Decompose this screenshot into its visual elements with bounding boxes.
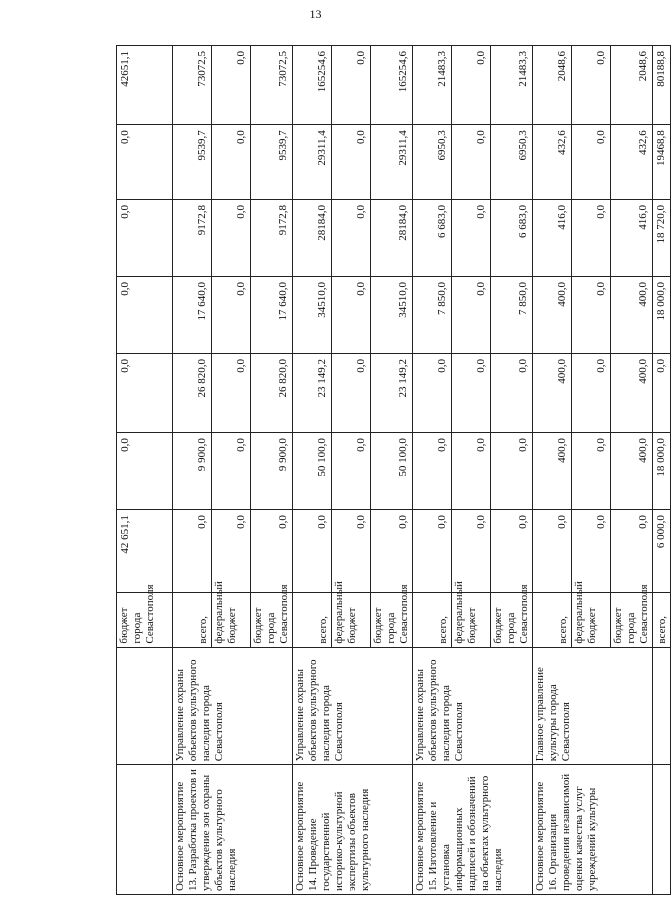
value-cell: 23 149,2 — [293, 353, 332, 432]
table-row — [653, 46, 671, 895]
value-cell: 0,0 — [572, 125, 611, 200]
value-cell: 42651,1 — [117, 46, 173, 125]
value-cell: 0,0 — [452, 353, 491, 432]
table-row — [173, 46, 212, 895]
funding-source-cell: бюджет города Севастополя — [251, 592, 293, 647]
measure-title-cell: Основное мероприятие 13. Разработка проектов и утверждение зон охраны объектов культурного наследия — [173, 765, 293, 895]
value-cell: 400,0 — [533, 277, 572, 354]
executor-cell: Управление охраны объектов культурного наследия города Севастополя — [413, 647, 533, 765]
value-cell: 0,0 — [611, 510, 653, 592]
value-cell: 0,0 — [572, 277, 611, 354]
value-cell: 0,0 — [117, 277, 173, 354]
value-cell: 21483,3 — [491, 46, 533, 125]
value-cell: 0,0 — [117, 200, 173, 277]
value-cell: 0,0 — [212, 277, 251, 354]
table-row — [293, 46, 332, 895]
funding-source-cell: федеральный бюджет — [452, 592, 491, 647]
value-cell: 28184,0 — [371, 200, 413, 277]
value-cell: 165254,6 — [293, 46, 332, 125]
value-cell: 17 640,0 — [251, 277, 293, 354]
budget-table — [116, 45, 671, 895]
funding-source-cell: федеральный бюджет — [212, 592, 251, 647]
funding-source-cell: всего, — [533, 592, 572, 647]
value-cell: 50 100,0 — [293, 433, 332, 510]
value-cell: 9539,7 — [173, 125, 212, 200]
measure-title-cell: Основное мероприятие 14. Проведение государственной историко-культурной экспертизы объектов культурного наследия — [293, 765, 413, 895]
value-cell: 0,0 — [452, 200, 491, 277]
funding-source-cell: федеральный бюджет — [332, 592, 371, 647]
value-cell: 0,0 — [452, 46, 491, 125]
value-cell: 0,0 — [212, 353, 251, 432]
value-cell: 73072,5 — [173, 46, 212, 125]
value-cell: 23 149,2 — [371, 353, 413, 432]
funding-source-cell: всего, — [173, 592, 212, 647]
value-cell: 0,0 — [117, 125, 173, 200]
value-cell: 18 000,0 — [653, 433, 671, 510]
value-cell: 0,0 — [212, 125, 251, 200]
value-cell: 0,0 — [332, 510, 371, 592]
value-cell: 73072,5 — [251, 46, 293, 125]
value-cell: 0,0 — [251, 510, 293, 592]
value-cell: 6950,3 — [491, 125, 533, 200]
value-cell: 0,0 — [491, 433, 533, 510]
value-cell: 26 820,0 — [251, 353, 293, 432]
value-cell: 7 850,0 — [491, 277, 533, 354]
executor-cell: Управление охраны объектов культурного наследия города Севастополя — [173, 647, 293, 765]
value-cell: 0,0 — [293, 510, 332, 592]
value-cell: 0,0 — [413, 433, 452, 510]
funding-source-cell: федеральный бюджет — [572, 592, 611, 647]
table-row — [533, 46, 572, 895]
value-cell: 0,0 — [491, 510, 533, 592]
funding-source-cell: бюджет города Севастополя — [491, 592, 533, 647]
value-cell: 0,0 — [413, 353, 452, 432]
value-cell: 400,0 — [611, 353, 653, 432]
executor-cell: Главное управление культуры города Севастополя — [533, 647, 653, 765]
value-cell: 2048,6 — [533, 46, 572, 125]
value-cell: 42 651,1 — [117, 510, 173, 592]
measure-cell — [117, 765, 173, 895]
value-cell: 34510,0 — [371, 277, 413, 354]
value-cell: 9539,7 — [251, 125, 293, 200]
value-cell: 9 900,0 — [251, 433, 293, 510]
value-cell: 0,0 — [413, 510, 452, 592]
value-cell: 0,0 — [452, 277, 491, 354]
value-cell: 0,0 — [212, 433, 251, 510]
value-cell: 0,0 — [332, 125, 371, 200]
value-cell: 0,0 — [491, 353, 533, 432]
executor-cell: Управление охраны объектов культурного наследия города Севастополя — [293, 647, 413, 765]
value-cell: 0,0 — [572, 510, 611, 592]
value-cell: 400,0 — [533, 353, 572, 432]
funding-source-cell: бюджет города Севастополя — [117, 592, 173, 647]
value-cell: 9172,8 — [251, 200, 293, 277]
measure-cell — [653, 765, 671, 895]
value-cell: 432,6 — [611, 125, 653, 200]
value-cell: 0,0 — [332, 433, 371, 510]
value-cell: 6 683,0 — [413, 200, 452, 277]
rotated-table-container — [116, 45, 668, 895]
value-cell: 400,0 — [611, 277, 653, 354]
value-cell: 80188,8 — [653, 46, 671, 125]
value-cell: 6 000,0 — [653, 510, 671, 592]
value-cell: 0,0 — [452, 510, 491, 592]
funding-source-cell: всего, — [413, 592, 452, 647]
executor-cell — [117, 647, 173, 765]
value-cell: 18 000,0 — [653, 277, 671, 354]
funding-source-cell: всего, — [293, 592, 332, 647]
value-cell: 0,0 — [173, 510, 212, 592]
value-cell: 0,0 — [332, 353, 371, 432]
funding-source-cell: всего, — [653, 592, 671, 647]
funding-source-cell: бюджет города Севастополя — [371, 592, 413, 647]
value-cell: 34510,0 — [293, 277, 332, 354]
value-cell: 21483,3 — [413, 46, 452, 125]
value-cell: 19468,8 — [653, 125, 671, 200]
value-cell: 9 900,0 — [173, 433, 212, 510]
value-cell: 26 820,0 — [173, 353, 212, 432]
value-cell: 0,0 — [332, 46, 371, 125]
value-cell: 0,0 — [117, 433, 173, 510]
value-cell: 29311,4 — [371, 125, 413, 200]
value-cell: 400,0 — [533, 433, 572, 510]
value-cell: 400,0 — [611, 433, 653, 510]
value-cell: 0,0 — [572, 200, 611, 277]
value-cell: 416,0 — [611, 200, 653, 277]
value-cell: 0,0 — [212, 510, 251, 592]
table-row — [413, 46, 452, 895]
value-cell: 50 100,0 — [371, 433, 413, 510]
value-cell: 0,0 — [371, 510, 413, 592]
value-cell: 2048,6 — [611, 46, 653, 125]
page-number: 13 — [309, 7, 322, 21]
executor-cell — [653, 647, 671, 765]
table-row — [117, 46, 173, 895]
value-cell: 28184,0 — [293, 200, 332, 277]
value-cell: 432,6 — [533, 125, 572, 200]
value-cell: 416,0 — [533, 200, 572, 277]
measure-title-cell: Основное мероприятие 16. Организация проведения независимой оценки качества услуг учреждений культуры — [533, 765, 653, 895]
value-cell: 165254,6 — [371, 46, 413, 125]
value-cell: 0,0 — [212, 200, 251, 277]
value-cell: 0,0 — [533, 510, 572, 592]
value-cell: 18 720,0 — [653, 200, 671, 277]
value-cell: 0,0 — [572, 353, 611, 432]
value-cell: 29311,4 — [293, 125, 332, 200]
value-cell: 6950,3 — [413, 125, 452, 200]
value-cell: 17 640,0 — [173, 277, 212, 354]
value-cell: 0,0 — [117, 353, 173, 432]
value-cell: 0,0 — [332, 200, 371, 277]
value-cell: 9172,8 — [173, 200, 212, 277]
value-cell: 0,0 — [212, 46, 251, 125]
measure-title-cell: Основное мероприятие 15. Изготовление и установка информационных надписей и обозначений на объектах культурного наследия — [413, 765, 533, 895]
value-cell: 0,0 — [452, 433, 491, 510]
funding-source-cell: бюджет города Севастополя — [611, 592, 653, 647]
value-cell: 0,0 — [572, 433, 611, 510]
value-cell: 0,0 — [653, 353, 671, 432]
value-cell: 6 683,0 — [491, 200, 533, 277]
value-cell: 0,0 — [572, 46, 611, 125]
value-cell: 0,0 — [332, 277, 371, 354]
value-cell: 7 850,0 — [413, 277, 452, 354]
value-cell: 0,0 — [452, 125, 491, 200]
